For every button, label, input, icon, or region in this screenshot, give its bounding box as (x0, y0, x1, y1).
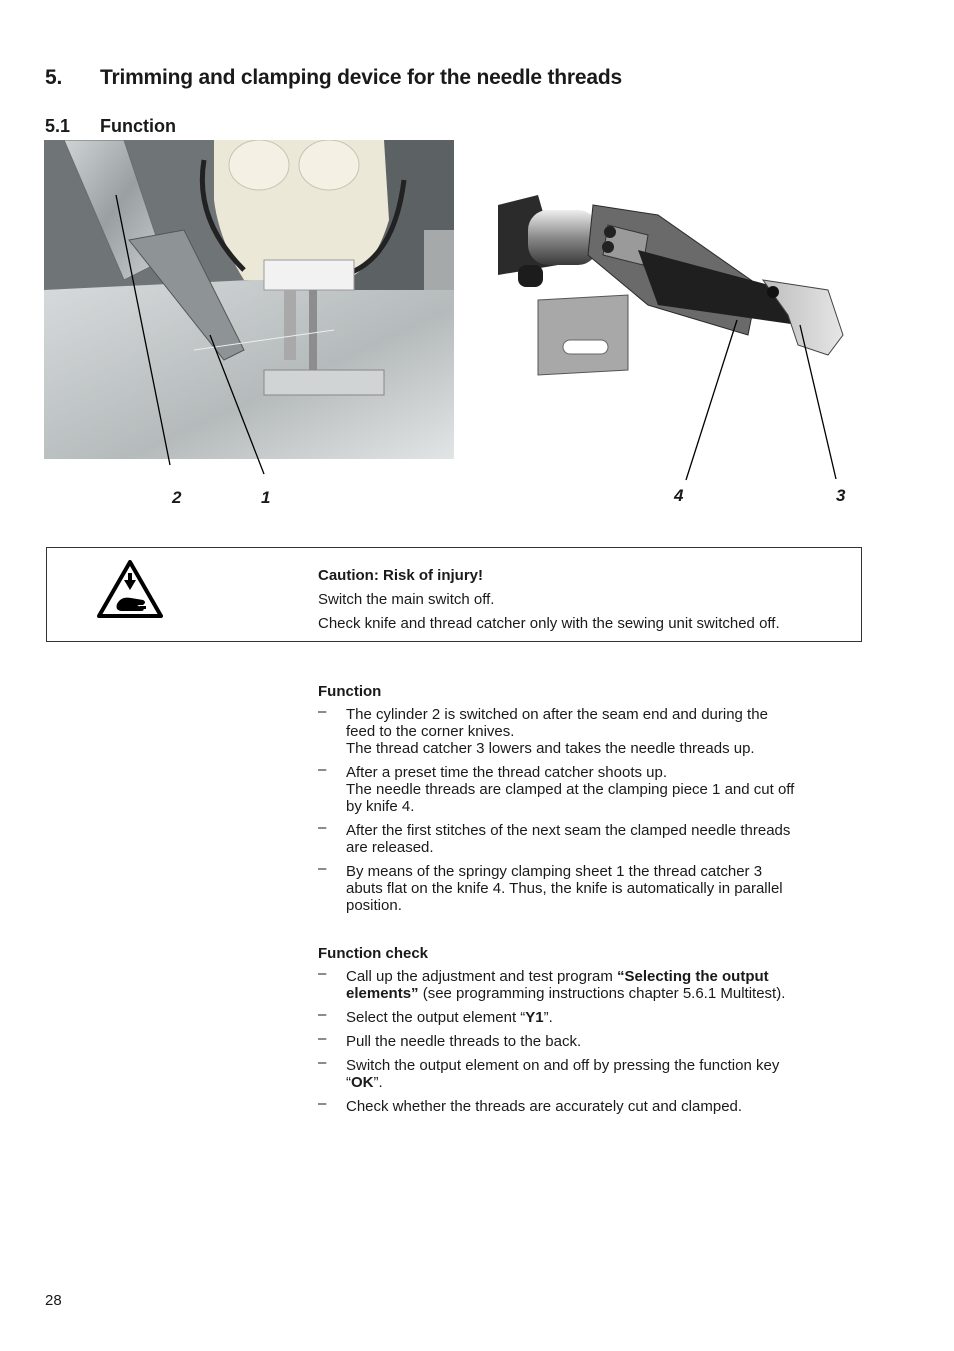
item-line: By means of the springy clamping sheet 1 the thread catcher 3 (346, 863, 763, 880)
dash-bullet: – (318, 1006, 327, 1023)
function-check-list (318, 965, 866, 1115)
item-line (346, 1009, 866, 1026)
caution-text (318, 564, 780, 636)
item-line (346, 968, 866, 985)
subsection-number: 5.1 (45, 116, 71, 136)
list-item (318, 1030, 866, 1050)
dash-bullet: – (318, 703, 327, 720)
caution-title: Caution: Risk of injury! (318, 567, 483, 584)
item-line: The needle threads are clamped at the clamping piece 1 and cut off (346, 781, 795, 798)
item-text: ”. (373, 1074, 383, 1091)
page-number: 28 (45, 1292, 62, 1309)
item-bold-text: “Selecting the output (616, 968, 769, 985)
item-line: by knife 4. (346, 798, 415, 815)
dash-bullet: – (318, 1054, 327, 1071)
leader-line-2 (116, 195, 170, 465)
callout-leaders (0, 0, 954, 520)
list-item (318, 1006, 866, 1026)
function-check-title: Function check (318, 945, 429, 962)
callout-4: 4 (674, 486, 684, 505)
item-line: After a preset time the thread catcher shoots up. (346, 764, 668, 781)
item-line: Switch the output element on and off by pressing the function key (346, 1057, 780, 1074)
function-list (318, 703, 866, 914)
item-text: “ (346, 1074, 351, 1091)
dash-bullet: – (318, 1030, 327, 1047)
hand-injury-warning-icon (97, 560, 163, 618)
item-line: The cylinder 2 is switched on after the seam end and during the (346, 706, 768, 723)
function-check-section (318, 945, 866, 1122)
item-bold-text: elements” (346, 985, 419, 1002)
item-bold-text: OK (351, 1074, 374, 1091)
list-item (318, 761, 866, 815)
list-item (318, 965, 866, 1002)
item-text: Call up the adjustment and test program (346, 968, 617, 985)
leader-line-1 (210, 335, 264, 474)
callout-1: 1 (261, 488, 271, 507)
item-line: feed to the corner knives. (346, 723, 515, 740)
dash-bullet: – (318, 860, 327, 877)
section-title: Trimming and clamping device for the needle threads (100, 66, 622, 89)
callout-3: 3 (836, 486, 846, 505)
subsection-title: Function (100, 116, 176, 136)
list-item (318, 860, 866, 914)
dash-bullet: – (318, 761, 327, 778)
item-line: After the first stitches of the next seam the clamped needle threads (346, 822, 791, 839)
list-item (318, 819, 866, 856)
dash-bullet: – (318, 965, 327, 982)
function-section (318, 683, 866, 921)
caution-line-1: Switch the main switch off. (318, 591, 495, 608)
item-line (346, 1074, 866, 1091)
item-text: ”. (543, 1009, 553, 1026)
section-number: 5. (45, 66, 63, 89)
callout-2: 2 (172, 488, 182, 507)
dash-bullet: – (318, 819, 327, 836)
item-line: Check whether the threads are accurately cut and clamped. (346, 1098, 743, 1115)
list-item (318, 1095, 866, 1115)
dash-bullet: – (318, 1095, 327, 1112)
item-text: Select the output element “ (346, 1009, 526, 1026)
item-text: (see programming instructions chapter 5.6.1 Multitest). (418, 985, 786, 1002)
item-bold-text: Y1 (525, 1009, 544, 1026)
item-line: position. (346, 897, 402, 914)
item-line: are released. (346, 839, 434, 856)
leader-line-4 (686, 320, 737, 480)
list-item (318, 703, 866, 757)
function-title: Function (318, 683, 382, 700)
item-line (346, 985, 866, 1002)
leader-line-3 (800, 325, 836, 479)
caution-line-2: Check knife and thread catcher only with the sewing unit switched off. (318, 615, 780, 632)
caution-box (46, 547, 862, 642)
list-item (318, 1054, 866, 1091)
item-line: The thread catcher 3 lowers and takes the needle threads up. (346, 740, 755, 757)
item-line: Pull the needle threads to the back. (346, 1033, 582, 1050)
item-line: abuts flat on the knife 4. Thus, the knife is automatically in parallel (346, 880, 783, 897)
